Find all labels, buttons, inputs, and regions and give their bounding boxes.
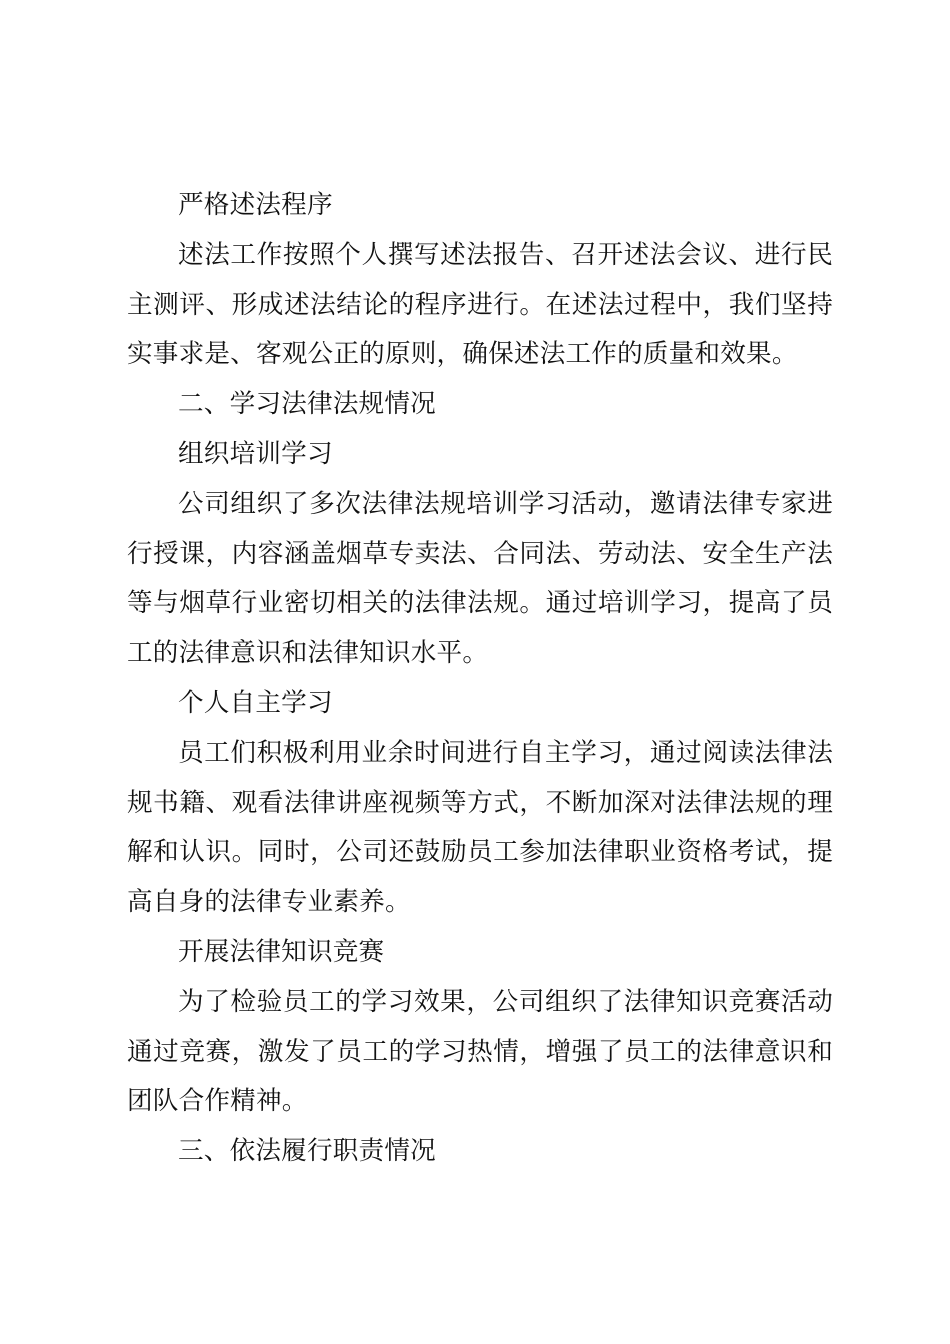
section-heading-study: 二、学习法律法规情况 xyxy=(178,389,436,420)
subheading-self-study: 个人自主学习 xyxy=(178,687,333,718)
paragraph-training: 公司组织了多次法律法规培训学习活动，邀请法律专家进行授课，内容涵盖烟草专卖法、合同法、劳动法、安全生产法等与烟草行业密切相关的法律法规。通过培训学习，提高了员工的法律意识和法律知识水平。 xyxy=(127,488,833,669)
document-body xyxy=(127,181,833,1177)
paragraph-competition: 为了检验员工的学习效果，公司组织了法律知识竞赛活动通过竞赛，激发了员工的学习热情，增强了员工的法律意识和团队合作精神。 xyxy=(127,986,833,1117)
section-heading-duties: 三、依法履行职责情况 xyxy=(178,1136,436,1167)
subheading-competition: 开展法律知识竞赛 xyxy=(178,936,385,967)
paragraph-self-study: 员工们积极利用业余时间进行自主学习，通过阅读法律法规书籍、观看法律讲座视频等方式，不断加深对法律法规的理解和认识。同时，公司还鼓励员工参加法律职业资格考试，提高自身的法律专业素养。 xyxy=(127,737,833,918)
paragraph-procedure: 述法工作按照个人撰写述法报告、召开述法会议、进行民主测评、形成述法结论的程序进行。在述法过程中，我们坚持实事求是、客观公正的原则，确保述法工作的质量和效果。 xyxy=(127,239,833,370)
subheading-training: 组织培训学习 xyxy=(178,438,333,469)
subheading-procedure: 严格述法程序 xyxy=(178,190,333,220)
